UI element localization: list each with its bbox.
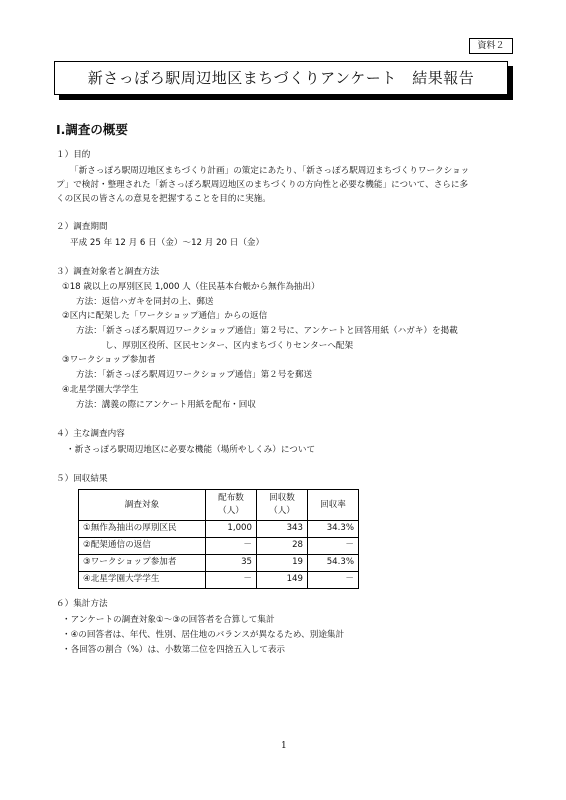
aggregation-line: ・各回答の割合（%）は、小数第二位を四捨五入して表示	[62, 645, 286, 655]
page-title: 新さっぽろ駅周辺地区まちづくりアンケート 結果報告	[54, 61, 508, 95]
method-detail: 方法：講義の際にアンケート用紙を配布・回収	[76, 400, 256, 410]
aggregation-heading: ６）集計方法	[56, 599, 108, 609]
purpose-heading: １）目的	[56, 150, 91, 160]
aggregation-line: ・アンケートの調査対象①～③の回答者を合算して集計	[62, 615, 275, 625]
method-detail: 方法：「新さっぽろ駅周辺ワークショップ通信」第２号を郵送	[76, 370, 313, 380]
row-target: ④北星学園大学学生	[79, 572, 206, 589]
method-heading: ３）調査対象者と調査方法	[56, 267, 160, 277]
row-target: ②配架通信の返信	[79, 538, 206, 555]
row-distributed: 35	[206, 555, 257, 572]
content-text: ・新さっぽろ駅周辺地区に必要な機能（場所やしくみ）について	[66, 445, 316, 455]
method-target: ④北星学園大学学生	[62, 385, 139, 395]
document-label: 資料２	[469, 38, 513, 54]
row-distributed: －	[206, 572, 257, 589]
row-collected: 343	[257, 521, 308, 538]
purpose-line: 「新さっぽろ駅周辺地区まちづくり計画」の策定にあたり、「新さっぽろ駅周辺まちづくりワークショッ	[70, 166, 470, 176]
purpose-line: くの区民の皆さんの意見を把握することを目的に実施。	[56, 194, 271, 204]
header-distributed: 配布数 （人）	[206, 490, 257, 521]
results-table	[78, 489, 359, 589]
row-rate: 34.3%	[308, 521, 359, 538]
method-detail: 方法：返信ハガキを同封の上、郵送	[76, 297, 214, 307]
method-detail: 方法：「新さっぽろ駅周辺ワークショップ通信」第２号に、アンケートと回答用紙（ハガキ）を掲載	[76, 326, 458, 336]
header-rate: 回収率	[308, 490, 359, 521]
table-row	[79, 555, 359, 572]
row-distributed: 1,000	[206, 521, 257, 538]
aggregation-line: ・④の回答者は、年代、性別、居住地のバランスが異なるため、別途集計	[62, 630, 345, 640]
method-target: ①18 歳以上の厚別区民 1,000 人（住民基本台帳から無作為抽出）	[62, 282, 320, 292]
table-row	[79, 572, 359, 589]
results-heading: ５）回収結果	[56, 474, 108, 484]
row-target: ①無作為抽出の厚別区民	[79, 521, 206, 538]
purpose-line: プ」で検討・整理された「新さっぽろ駅周辺地区のまちづくりの方向性と必要な機能」について、さらに多	[56, 180, 469, 190]
header-target: 調査対象	[79, 490, 206, 521]
section-heading: Ⅰ.調査の概要	[56, 122, 128, 137]
page-number: 1	[281, 741, 287, 751]
row-rate: －	[308, 538, 359, 555]
method-detail: し、厚別区役所、区民センター、区内まちづくりセンターへ配架	[105, 341, 354, 351]
header-collected: 回収数 （人）	[257, 490, 308, 521]
row-rate: －	[308, 572, 359, 589]
period-heading: ２）調査期間	[56, 222, 108, 232]
row-target: ③ワークショップ参加者	[79, 555, 206, 572]
row-collected: 149	[257, 572, 308, 589]
content-heading: ４）主な調査内容	[56, 429, 125, 439]
row-distributed: －	[206, 538, 257, 555]
table-header-row	[79, 490, 359, 521]
row-collected: 28	[257, 538, 308, 555]
row-collected: 19	[257, 555, 308, 572]
table-row	[79, 538, 359, 555]
method-target: ③ワークショップ参加者	[62, 355, 156, 365]
period-text: 平成 25 年 12 月 6 日（金）～12 月 20 日（金）	[70, 238, 265, 248]
method-target: ②区内に配架した「ワークショップ通信」からの返信	[62, 311, 268, 321]
table-row	[79, 521, 359, 538]
row-rate: 54.3%	[308, 555, 359, 572]
